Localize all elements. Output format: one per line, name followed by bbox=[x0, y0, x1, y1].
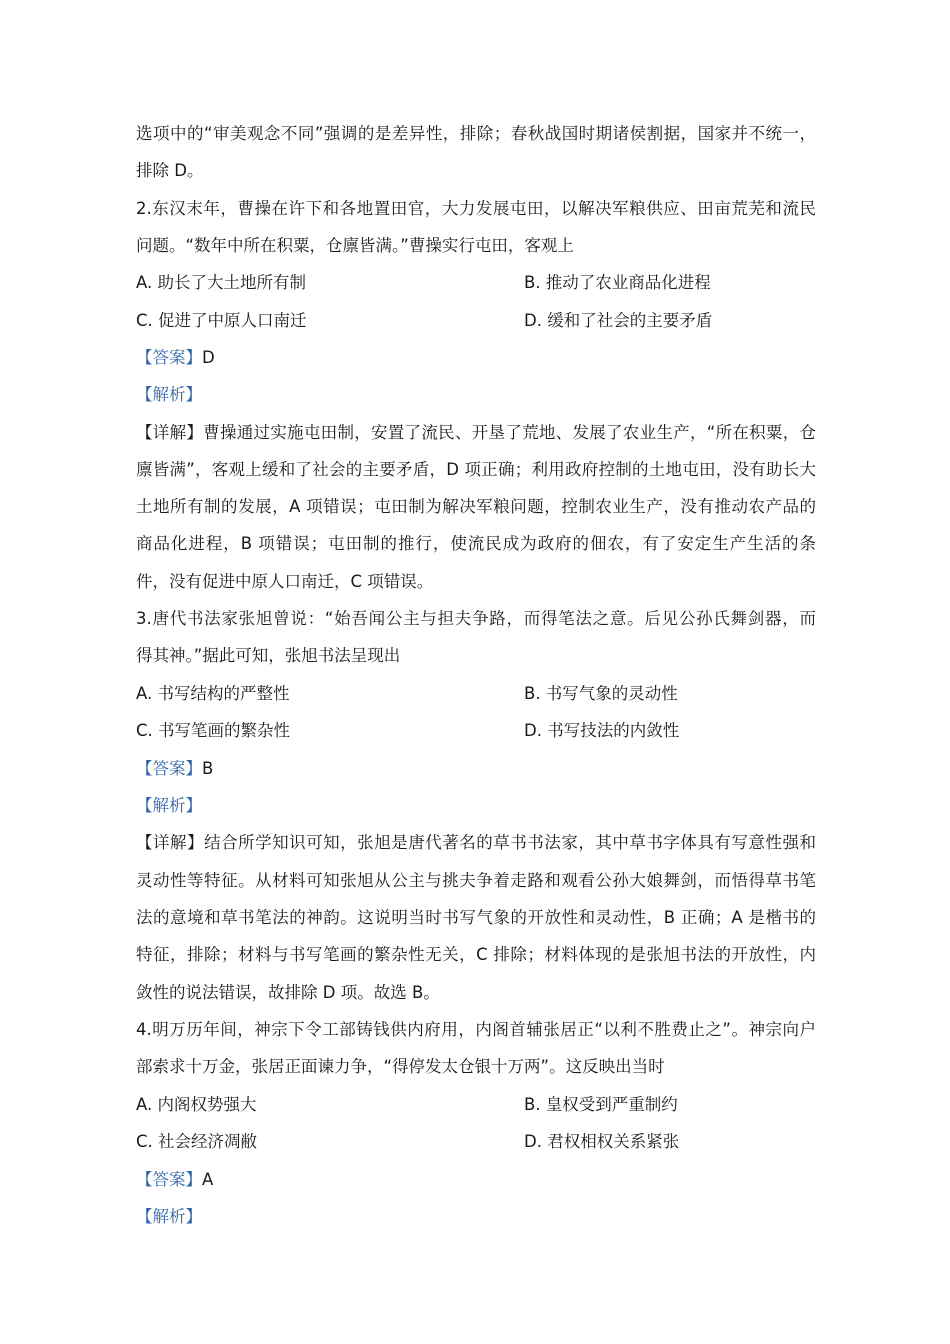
answer-value: A bbox=[202, 1170, 214, 1189]
question-3-option-c: C. 书写笔画的繁杂性 bbox=[136, 721, 291, 740]
question-3-detail: 法的意境和草书笔法的神韵。这说明当时书写气象的开放性和灵动性，B 正确；A 是楷书的 bbox=[136, 908, 816, 927]
question-4-option-c: C. 社会经济凋敝 bbox=[136, 1132, 258, 1151]
intro-line: 排除 D。 bbox=[136, 161, 204, 180]
question-2-detail bbox=[136, 422, 816, 444]
detail-text: 结合所学知识可知，张旭是唐代著名的草书书法家，其中草书字体具有写意性强和 bbox=[204, 833, 817, 852]
answer-tag: 【答案】 bbox=[136, 348, 202, 367]
question-2-stem: 问题。“数年中所在积粟，仓廪皆满。”曹操实行屯田，客观上 bbox=[136, 236, 574, 255]
question-4-option-d: D. 君权相权关系紧张 bbox=[524, 1132, 680, 1151]
question-4-stem: 部索求十万金，张居正面谏力争，“得停发太仓银十万两”。这反映出当时 bbox=[136, 1057, 665, 1076]
question-2-option-c: C. 促进了中原人口南迁 bbox=[136, 311, 307, 330]
answer-tag: 【答案】 bbox=[136, 759, 202, 778]
question-2-detail: 土地所有制的发展，A 项错误；屯田制为解决军粮问题，控制农业生产，没有推动农产品的 bbox=[136, 497, 816, 516]
question-2-detail: 廪皆满”，客观上缓和了社会的主要矛盾，D 项正确；利用政府控制的土地屯田，没有助长大 bbox=[136, 460, 816, 479]
question-2-detail: 商品化进程，B 项错误；屯田制的推行，使流民成为政府的佃农，有了安定生产生活的条 bbox=[136, 534, 816, 553]
question-3-option-a: A. 书写结构的严整性 bbox=[136, 684, 290, 703]
question-3-detail: 敛性的说法错误，故排除 D 项。故选 B。 bbox=[136, 983, 440, 1002]
detail-tag: 【详解】 bbox=[136, 833, 205, 852]
analysis-tag: 【解析】 bbox=[136, 385, 202, 404]
question-3-detail: 灵动性等特征。从材料可知张旭从公主与挑夫争着走路和观看公孙大娘舞剑，而悟得草书笔 bbox=[136, 871, 816, 890]
intro-line: 选项中的“审美观念不同”强调的是差异性，排除；春秋战国时期诸侯割据，国家并不统一， bbox=[136, 124, 816, 143]
question-4-answer bbox=[136, 1169, 816, 1191]
analysis-tag: 【解析】 bbox=[136, 1207, 202, 1226]
answer-value: D bbox=[202, 348, 215, 367]
question-2-answer bbox=[136, 347, 816, 369]
question-2-stem: 2.东汉末年，曹操在许下和各地置田官，大力发展屯田，以解决军粮供应、田亩荒芜和流民 bbox=[136, 199, 816, 218]
question-3-option-d: D. 书写技法的内敛性 bbox=[524, 721, 680, 740]
question-2-analysis-tag bbox=[136, 384, 816, 406]
question-2-detail: 件，没有促进中原人口南迁，C 项错误。 bbox=[136, 572, 434, 591]
analysis-tag: 【解析】 bbox=[136, 796, 202, 815]
detail-tag: 【详解】 bbox=[136, 423, 204, 442]
question-4-analysis-tag bbox=[136, 1206, 816, 1228]
question-2-option-a: A. 助长了大土地所有制 bbox=[136, 273, 306, 292]
question-3-answer bbox=[136, 758, 816, 780]
question-4-option-a: A. 内阁权势强大 bbox=[136, 1095, 257, 1114]
question-4-stem: 4.明万历年间，神宗下令工部铸钱供内府用，内阁首辅张居正“以利不胜费止之”。神宗向户 bbox=[136, 1020, 816, 1039]
answer-tag: 【答案】 bbox=[136, 1170, 202, 1189]
question-3-stem: 得其神。”据此可知，张旭书法呈现出 bbox=[136, 646, 401, 665]
question-2-option-d: D. 缓和了社会的主要矛盾 bbox=[524, 311, 713, 330]
question-3-option-b: B. 书写气象的灵动性 bbox=[524, 684, 678, 703]
question-2-option-b: B. 推动了农业商品化进程 bbox=[524, 273, 711, 292]
detail-text: 曹操通过实施屯田制，安置了流民、开垦了荒地、发展了农业生产，“所在积粟，仓 bbox=[203, 423, 816, 442]
question-3-detail: 特征，排除；材料与书写笔画的繁杂性无关，C 排除；材料体现的是张旭书法的开放性，内 bbox=[136, 945, 816, 964]
question-3-stem: 3.唐代书法家张旭曾说：“始吾闻公主与担夫争路，而得笔法之意。后见公孙氏舞剑器，而 bbox=[136, 609, 816, 628]
question-3-detail bbox=[136, 832, 816, 854]
answer-value: B bbox=[202, 759, 214, 778]
question-3-analysis-tag bbox=[136, 795, 816, 817]
question-4-option-b: B. 皇权受到严重制约 bbox=[524, 1095, 678, 1114]
